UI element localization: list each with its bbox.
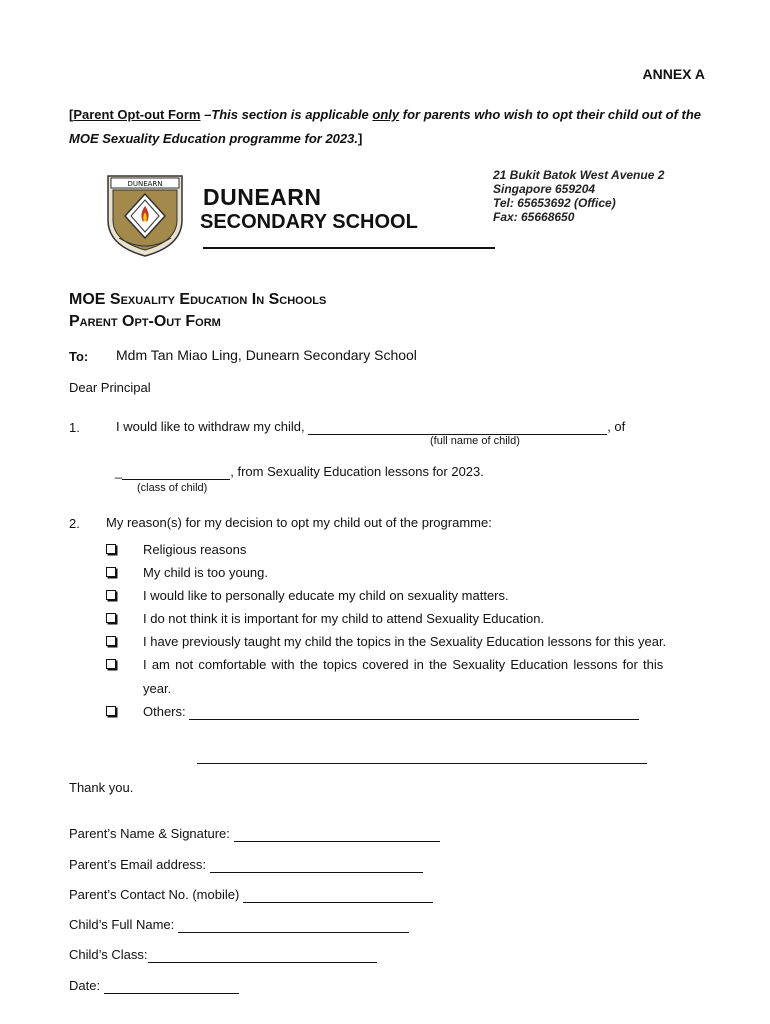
parent-contact-label: Parent’s Contact No. (mobile) [69,887,243,902]
intro-dash: – [200,107,212,122]
option-label: I do not think it is important for my child to attend Sexuality Education. [143,611,545,626]
not-important-checkbox[interactable] [106,613,116,623]
address-line: 21 Bukit Batok West Avenue 2 [493,168,665,182]
religious-reasons-checkbox[interactable] [106,544,116,554]
school-name-line1: DUNEARN [203,184,322,210]
address-line: Tel: 65653692 (Office) [493,196,616,210]
to-recipient: Mdm Tan Miao Ling, Dunearn Secondary School [116,347,417,363]
parent-name-label: Parent’s Name & Signature: [69,826,234,841]
parent-email-label: Parent’s Email address: [69,857,210,872]
option-label-continued: year. [143,681,172,696]
others-checkbox[interactable] [106,706,116,716]
parent-email-field [69,857,423,873]
option-label: My child is too young. [143,565,269,580]
child-name-field [69,917,409,933]
school-crest-logo [105,174,185,258]
intro-bracket-close: ] [357,131,363,146]
others-label: Others: [143,704,190,719]
previously-taught-checkbox[interactable] [106,636,116,646]
school-name-line2: SECONDARY SCHOOL [200,211,418,233]
child-class-blank[interactable] [122,464,230,480]
item2-text: My reason(s) for my decision to opt my child out of the programme: [106,515,492,530]
item1-number: 1. [69,420,80,435]
child-name-label: Child’s Full Name: [69,917,178,932]
form-link: Parent Opt-out Form [73,107,201,122]
crest-text: DUNEARN [127,180,163,188]
child-name-caption: (full name of child) [430,435,520,447]
school-address [493,168,664,224]
too-young-checkbox[interactable] [106,567,116,577]
others-blank-line2[interactable] [197,763,647,764]
others-line [143,704,639,720]
address-line: Singapore 659204 [493,182,596,196]
intro-bracket-open: [ [69,107,74,122]
item1-text: I would like to withdraw my child, [116,419,309,434]
form-title [69,289,326,333]
parent-contact-blank[interactable] [243,887,433,903]
option-label: I am not comfortable with the topics covered in the Sexuality Education lessons for this [143,657,664,672]
child-name-blank[interactable] [308,419,607,435]
item2-number: 2. [69,516,80,531]
personally-educate-checkbox[interactable] [106,590,116,600]
thanks: Thank you. [69,780,134,795]
form-title-line2: Parent Opt-Out Form [69,313,221,330]
intro-text-2: for parents who wish to opt their child out of the MOE Sexuality Education programme for 2023. [69,107,702,146]
annex-label: ANNEX A [642,66,705,82]
option-label: Religious reasons [143,542,247,557]
form-title-line1: MOE Sexuality Education In Schools [69,291,327,308]
address-line: Fax: 65668650 [493,210,575,224]
parent-contact-field [69,887,433,903]
child-class-field [69,947,377,963]
item1-line [116,419,625,435]
item1-of: , of [607,419,626,434]
class-text: , from Sexuality Education lessons for 2023. [230,464,484,479]
option-label: I have previously taught my child the topics in the Sexuality Education lessons for this year. [143,634,667,649]
others-blank[interactable] [189,704,639,720]
school-header-rule [203,247,495,249]
to-label: To: [69,349,89,364]
option-label: I would like to personally educate my child on sexuality matters. [143,588,509,603]
intro-paragraph [69,103,709,151]
intro-text-1: This section is applicable [211,107,373,122]
class-caption: (class of child) [137,482,208,494]
parent-email-blank[interactable] [210,857,423,873]
date-field [69,978,239,994]
not-comfortable-checkbox[interactable] [106,659,116,669]
class-prefix: _ [115,464,123,479]
intro-only: only [372,107,400,122]
child-class-field-blank[interactable] [148,947,377,963]
class-line [115,464,484,480]
parent-name-field [69,826,440,842]
child-name-field-blank[interactable] [178,917,409,933]
date-label: Date: [69,978,104,993]
parent-name-blank[interactable] [234,826,440,842]
date-blank[interactable] [104,978,239,994]
child-class-label: Child’s Class: [69,947,148,962]
salutation: Dear Principal [69,380,151,395]
